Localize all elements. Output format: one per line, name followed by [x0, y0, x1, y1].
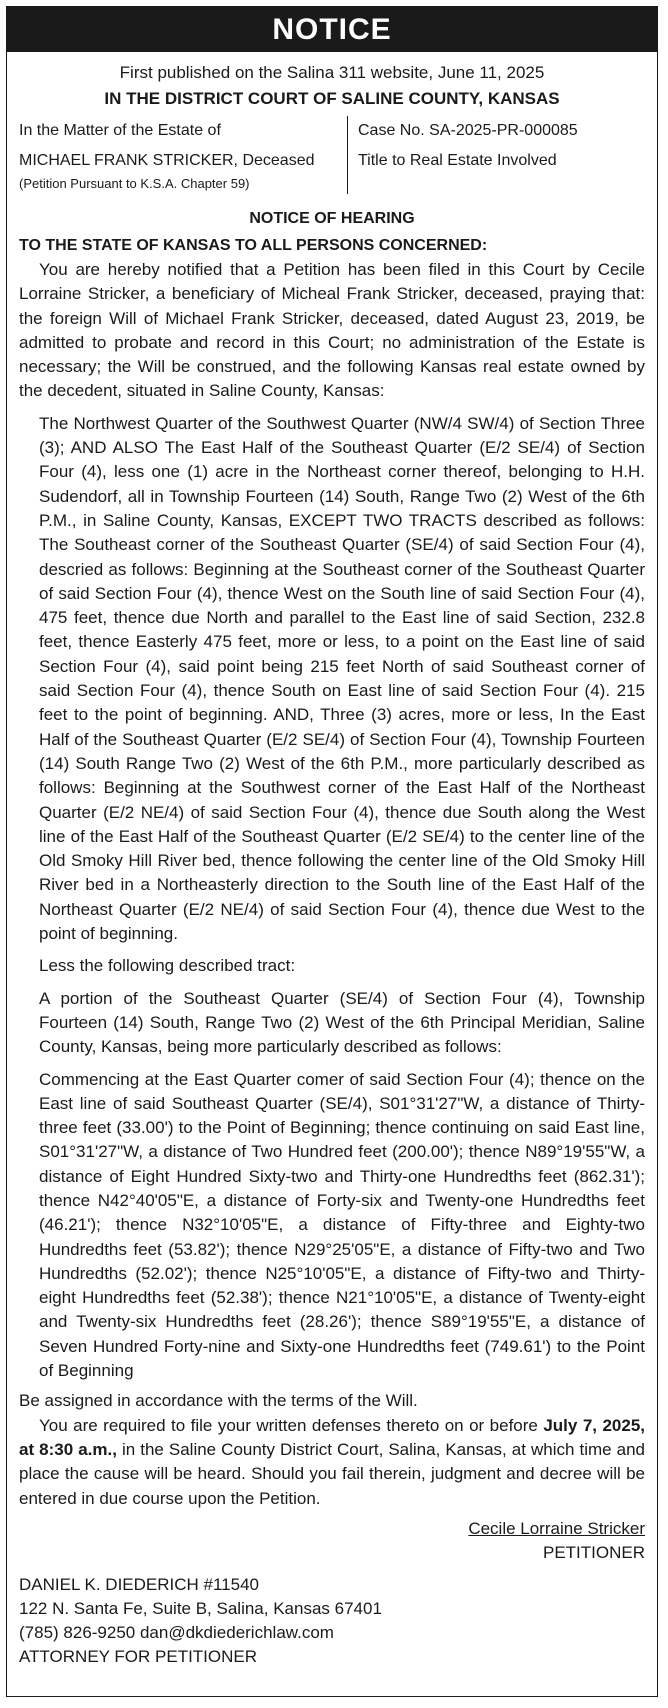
notice-of-hearing-title: NOTICE OF HEARING	[249, 210, 415, 227]
required-pre: You are required to file your written defenses thereto on or before	[39, 1415, 544, 1435]
deceased-name: MICHAEL FRANK STRICKER, Deceased	[19, 152, 315, 169]
attorney-block	[19, 1573, 645, 1669]
to-state-line: TO THE STATE OF KANSAS TO ALL PERSONS CONCERNED:	[19, 237, 488, 254]
notice-page	[6, 6, 658, 1697]
published-line: First published on the Salina 311 website, June 11, 2025	[119, 63, 545, 82]
notice-frame	[6, 52, 658, 1697]
assigned-line: Be assigned in accordance with the terms of the Will.	[19, 1391, 418, 1411]
attorney-name: DANIEL K. DIEDERICH #11540	[19, 1574, 259, 1594]
attorney-address: 122 N. Santa Fe, Suite B, Salina, Kansas 67401	[19, 1598, 382, 1618]
court-heading: IN THE DISTRICT COURT OF SALINE COUNTY, KANSAS	[104, 89, 560, 108]
caption-left	[19, 116, 348, 194]
intro-paragraph: You are hereby notified that a Petition has been filed in this Court by Cecile Lorraine Stricker, a beneficiary of Micheal Frank Stricker, deceased, praying that: the foreign Will of Michael Frank Stricker, deceased, dated August 23, 2019, be admitted to probate and record in this Court; no administration of the Estate is necessary; the Will be construed, and the following Kansas real estate owned by the decedent, situated in Saline County, Kansas:	[19, 260, 645, 401]
signature-block	[19, 1517, 645, 1565]
attorney-role: ATTORNEY FOR PETITIONER	[19, 1646, 258, 1666]
attorney-contact: (785) 826-9250 dan@dkdiederichlaw.com	[19, 1622, 334, 1642]
legal-paragraph-3: Commencing at the East Quarter comer of said Section Four (4); thence on the East line of said Southeast Quarter (SE/4), S01°31'27"W, a distance of Thirty-three feet (33.00') to the Point of Beginning; thence continuing on said East line, S01°31'27"W, a distance of Two Hundred feet (200.00'); thence N89°19'55"W, a distance of Eight Hundred Sixty-two and Thirty-one Hundredths feet (862.31'); thence N42°40'05"E, a distance of Forty-six and Twenty-one Hundredths feet (46.21'); thence N32°10'05"E, a distance of Fifty-three and Eighty-two Hundredths feet (53.82'); thence N29°25'05"E, a distance of Fifty-two and Two Hundredths (52.02'); thence N25°10'05"E, a distance of Fifty-two and Thirty-eight Hundredths feet (52.38'); thence N21°10'05"E, a distance of Twenty-eight and Twenty-six Hundredths feet (28.26'); thence S89°19'55"E, a distance of Seven Hundred Forty-nine and Sixty-one Hundredths feet (749.61') to the Point of Beginning	[39, 1069, 645, 1381]
hearing-date: July 7, 2025, at 8:30 a.m.,	[19, 1415, 645, 1459]
title-note: Title to Real Estate Involved	[358, 152, 557, 169]
matter-of-line: In the Matter of the Estate of	[19, 122, 221, 139]
less-tract-line: Less the following described tract:	[39, 956, 296, 976]
petition-note: (Petition Pursuant to K.S.A. Chapter 59)	[19, 176, 250, 191]
petitioner-label: PETITIONER	[542, 1542, 645, 1562]
case-number: Case No. SA-2025-PR-000085	[358, 122, 578, 139]
required-post: in the Saline County District Court, Salina, Kansas, at which time and place the cause will be heard. Should you fail therein, judgment and decree will be entered in due course upon the Petition.	[19, 1439, 645, 1508]
petitioner-signature: Cecile Lorraine Stricker	[468, 1518, 645, 1538]
caption-right	[348, 116, 578, 194]
legal-paragraph-1: The Northwest Quarter of the Southwest Quarter (NW/4 SW/4) of Section Three (3); AND ALSO The East Half of the Southeast Quarter (E/2 SE/4) of Section Four (4), less one (1) acre in the Northeast corner thereof, belonging to H.H. Sudendorf, all in Township Fourteen (14) South, Range Two (2) West of the 6th P.M., in Saline County, Kansas, EXCEPT TWO TRACTS described as follows: The Southeast corner of the Southeast Quarter (SE/4) of said Section Four (4), descried as follows: Beginning at the Southeast corner of the Southeast Quarter of said Section Four (4), thence West on the South line of said Section Four (4), 475 feet, thence due North and parallel to the East line of said Section, 232.8 feet, thence Easterly 475 feet, more or less, to a point on the East line of said Section Four (4), said point being 215 feet North of said Southeast corner of said Section Four (4), thence South on East line of said Section Four (4). 215 feet to the point of beginning. AND, Three (3) acres, more or less, In the East Half of the Southeast Quarter (E/2 SE/4) of Section Four (4), Township Fourteen (14) South Range Two (2) West of the 6th P.M., more particularly described as follows: Beginning at the Southwest corner of the East Half of the Northeast Quarter (E/2 NE/4) of said Section Four (4), thence due South along the West line of the East Half of the Southeast Quarter (E/2 SE/4) to the center line of the Old Smoky Hill River bed, thence following the center line of the Old Smoky Hill River bed in a Northeasterly direction to the South line of the East Half of the Northeast Quarter (E/2 NE/4) of said Section Four (4), thence due West to the point of beginning.	[39, 413, 645, 944]
case-caption	[19, 116, 645, 194]
legal-description	[19, 412, 645, 1384]
notice-banner: NOTICE	[6, 6, 658, 52]
legal-paragraph-2: A portion of the Southeast Quarter (SE/4) of Section Four (4), Township Fourteen (14) South, Range Two (2) West of the 6th Principal Meridian, Saline County, Kansas, being more particularly described as follows:	[39, 988, 645, 1057]
required-paragraph	[19, 1414, 645, 1511]
